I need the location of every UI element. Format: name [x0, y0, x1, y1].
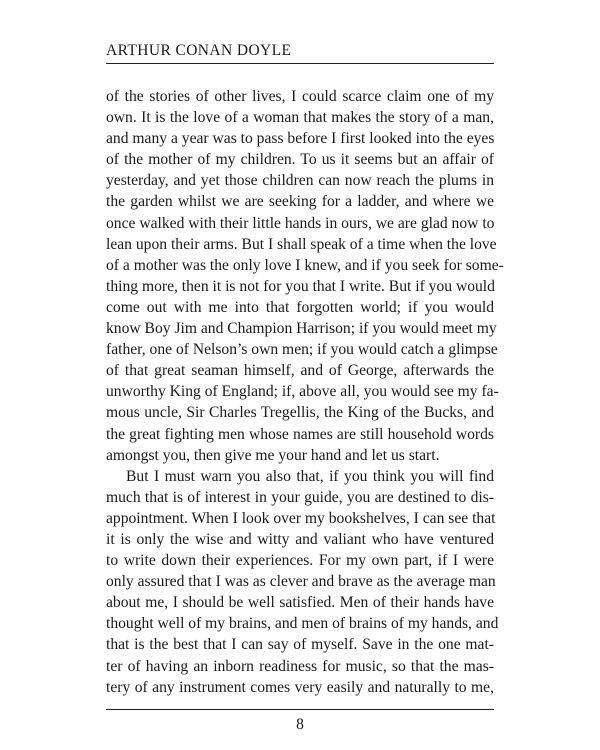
text-line: the garden whilst we are seeking for a ladder, and where we: [106, 193, 494, 211]
text-line: of the mother of my children. To us it seems but an affair of: [106, 151, 494, 169]
text-line: only assured that I was as clever and brave as the average man: [106, 573, 496, 591]
text-line: once walked with their little hands in ours, we are glad now to: [106, 214, 495, 232]
text-line: come out with me into that forgotten world; if you would: [106, 298, 494, 316]
text-line: amongst you, then give me your hand and let us start.: [106, 446, 440, 464]
text-line: of the stories of other lives, I could scarce claim one of my: [106, 88, 494, 105]
body-text: [106, 86, 504, 698]
text-line: of that great seaman himself, and of George, afterwards the: [106, 362, 494, 380]
text-line: appointment. When I look over my bookshelves, I can see that: [106, 509, 496, 527]
text-line: thing more, then it is not for you that I write. But if you would: [106, 277, 495, 295]
running-head: ARTHUR CONAN DOYLE: [106, 42, 292, 59]
text-line: mous uncle, Sir Charles Tregellis, the King of the Bucks, and: [106, 404, 494, 422]
text-line: ter of having an inborn readiness for music, so that the mas-: [106, 657, 494, 675]
paragraph-1: [106, 86, 504, 466]
footer-rule: [106, 709, 494, 710]
text-line: much that is of interest in your guide, you are destined to dis-: [106, 488, 494, 506]
text-line: of a mother was the only love I knew, and if you seek for some-: [106, 256, 504, 274]
text-line: father, one of Nelson’s own men; if you would catch a glimpse: [106, 341, 498, 359]
text-line: own. It is the love of a woman that makes the story of a man,: [106, 109, 494, 127]
text-line: the great fighting men whose names are still household words: [106, 425, 494, 443]
text-line: know Boy Jim and Champion Harrison; if you would meet my: [106, 320, 497, 338]
text-line: But I must warn you also that, if you think you will find: [126, 467, 494, 485]
text-line: yesterday, and yet those children can now reach the plums in: [106, 172, 494, 190]
text-line: that is the best that I can say of myself. Save in the one mat-: [106, 636, 494, 654]
header-rule: [106, 63, 494, 64]
text-line: thought well of my brains, and men of brains of my hands, and: [106, 615, 499, 633]
text-line: lean upon their arms. But I shall speak of a time when the love: [106, 235, 497, 253]
text-line: tery of any instrument comes very easily and naturally to me,: [106, 678, 494, 696]
page-number: 8: [296, 716, 304, 733]
text-line: about me, I should be well satisfied. Men of their hands have: [106, 594, 494, 612]
text-line: it is only the wise and witty and valiant who have ventured: [106, 530, 494, 548]
text-line: unworthy King of England; if, above all, you would see my fa-: [106, 383, 499, 401]
text-line: to write down their experiences. For my own part, if I were: [106, 552, 494, 570]
paragraph-2: [106, 466, 499, 698]
text-line: and many a year was to pass before I first looked into the eyes: [106, 130, 495, 148]
